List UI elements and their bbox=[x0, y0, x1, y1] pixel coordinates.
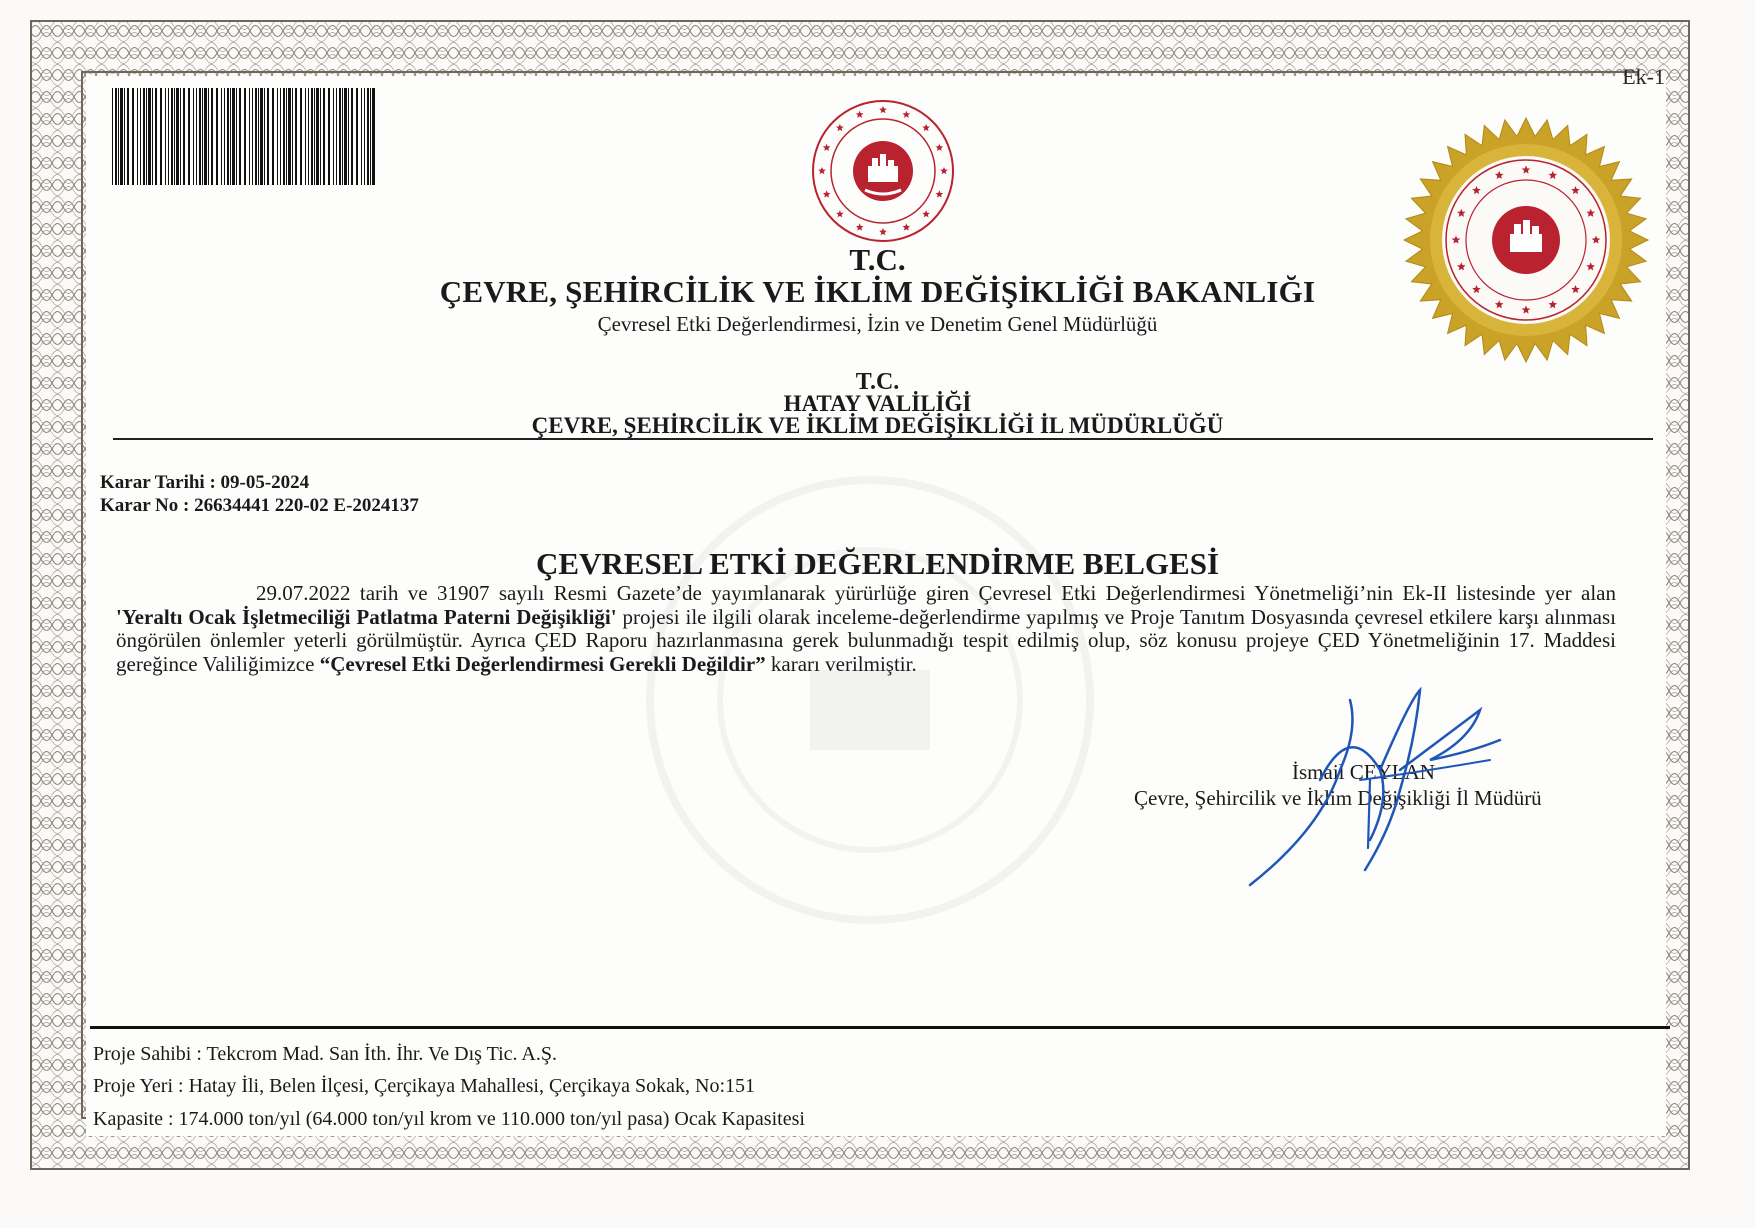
handwritten-signature bbox=[1240, 680, 1520, 890]
decision-number: Karar No : 26634441 220-02 E-2024137 bbox=[100, 495, 419, 516]
provincial-directorate: ÇEVRE, ŞEHİRCİLİK VE İKLİM DEĞİŞİKLİĞİ İL MÜDÜRLÜĞÜ bbox=[531, 413, 1224, 438]
project-site: Proje Yeri : Hatay İli, Belen İlçesi, Çerçikaya Mahallesi, Çerçikaya Sokak, No:151 bbox=[93, 1075, 756, 1097]
project-capacity: Kapasite : 174.000 ton/yıl (64.000 ton/yıl krom ve 110.000 ton/yıl pasa) Ocak Kapasitesi bbox=[93, 1108, 805, 1130]
body-part-3: kararı verilmiştir. bbox=[765, 651, 917, 676]
body-part-1: 29.07.2022 tarih ve 31907 sayılı Resmi Gazete’de yayımlanarak yürürlüğe giren Çevresel Etki Değerlendirmesi Yönetmeliği’nin Ek-II listesinde yer alan bbox=[256, 581, 1616, 605]
governorship-title: HATAY VALİLİĞİ bbox=[783, 391, 972, 416]
general-directorate: Çevresel Etki Değerlendirmesi, İzin ve Denetim Genel Müdürlüğü bbox=[597, 312, 1158, 336]
ministry-logo bbox=[810, 98, 956, 244]
project-owner: Proje Sahibi : Tekcrom Mad. San İth. İhr. Ve Dış Tic. A.Ş. bbox=[93, 1043, 557, 1065]
footer-divider bbox=[90, 1026, 1670, 1029]
signatory-title: Çevre, Şehircilik ve İklim Değişikliği İl Müdürü bbox=[1134, 786, 1542, 810]
decision-phrase: “Çevresel Etki Değerlendirmesi Gerekli Değildir” bbox=[319, 651, 766, 676]
certificate-body bbox=[116, 582, 1616, 676]
barcode bbox=[112, 88, 377, 185]
certificate-title: ÇEVRESEL ETKİ DEĞERLENDİRME BELGESİ bbox=[535, 546, 1220, 581]
project-name: 'Yeraltı Ocak İşletmeciliği Patlatma Paterni Değişikliği' bbox=[116, 604, 617, 629]
header-divider bbox=[113, 438, 1653, 440]
signatory-name: İsmail CEYLAN bbox=[1292, 760, 1435, 784]
body-part-2: projesi ile ilgili olarak inceleme-değerlendirme yapılmış ve Proje Tanıtım Dosyasında çevresel etkilere karşı alınması öngörülen önlemler yeterli görülmüştür. Ayrıca ÇED Raporu hazırlanmasına gerek bulunmadığı tespit edilmiş olup, söz konusu projeye ÇED Yönetmeliğinin 17. Maddesi gereğince Valiliğimizce bbox=[116, 604, 1616, 676]
annex-label: Ek-1 bbox=[1622, 64, 1665, 89]
watermark-emblem bbox=[640, 470, 1100, 930]
tc-heading-second: T.C. bbox=[855, 369, 900, 395]
ministry-title: ÇEVRE, ŞEHİRCİLİK VE İKLİM DEĞİŞİKLİĞİ BAKANLIĞI bbox=[439, 274, 1316, 309]
decision-date: Karar Tarihi : 09-05-2024 bbox=[100, 472, 310, 493]
tc-heading: T.C. bbox=[849, 242, 906, 277]
